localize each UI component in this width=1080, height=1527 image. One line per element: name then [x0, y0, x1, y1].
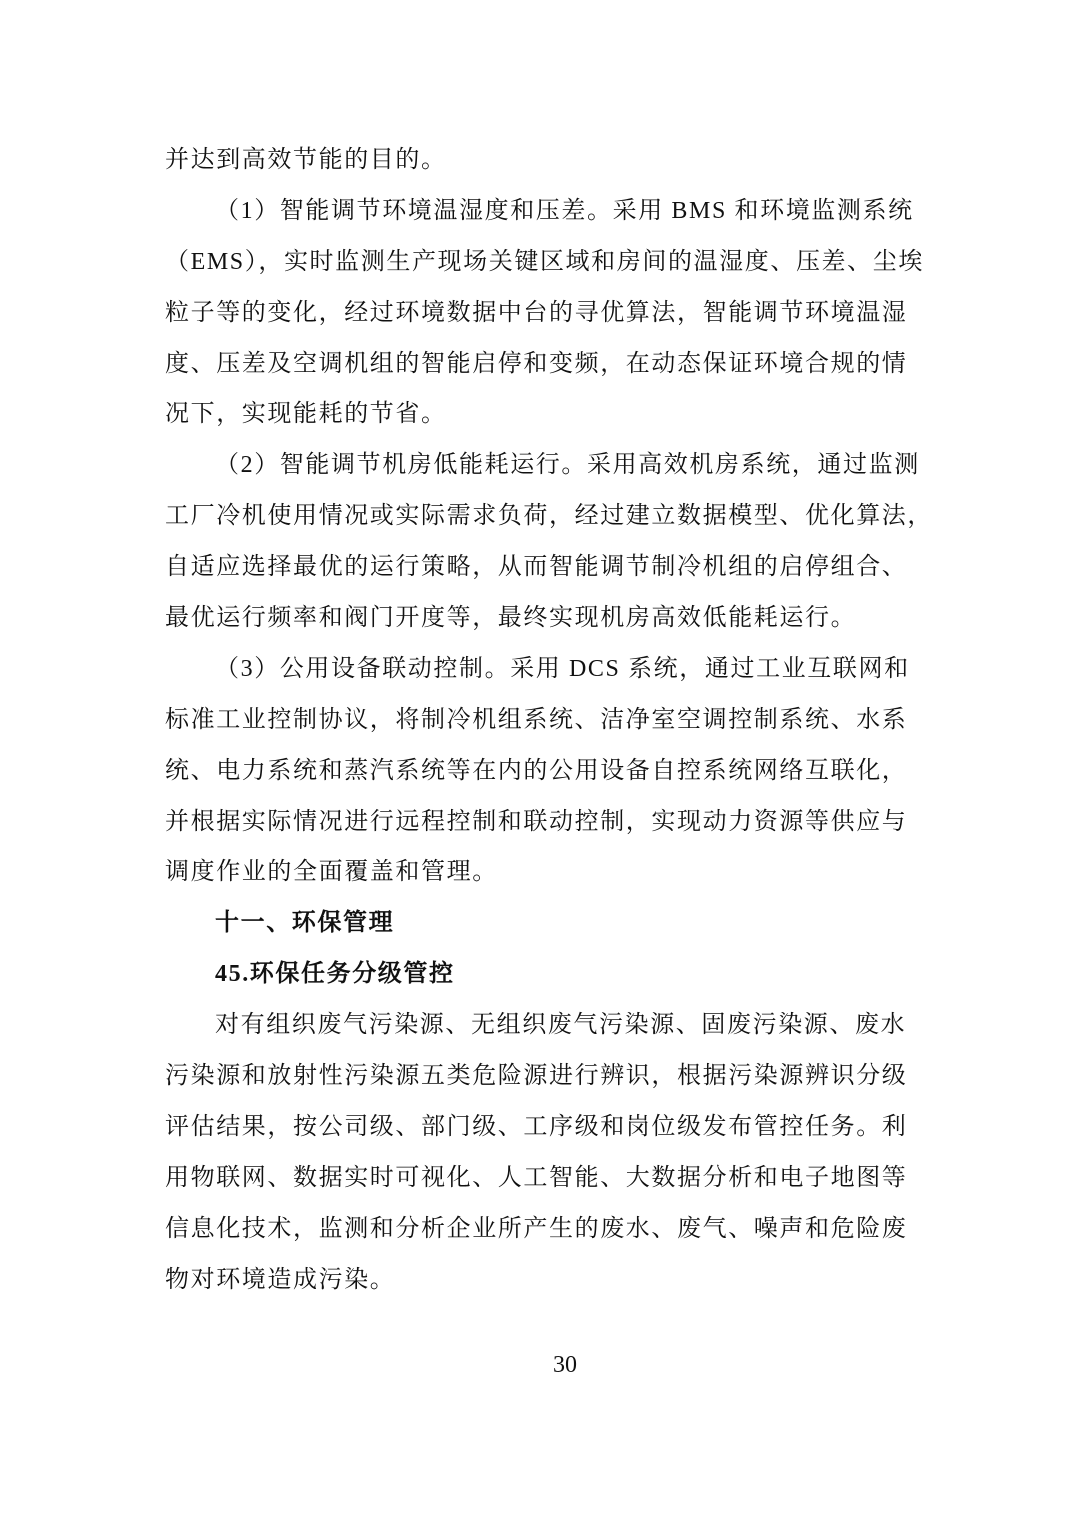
paragraph-line: （EMS），实时监测生产现场关键区域和房间的温湿度、压差、尘埃	[165, 248, 924, 275]
list-item-2-title: （2）智能调节机房低能耗运行。采用高效机房系统，通过监测	[215, 452, 920, 479]
page-number: 30	[553, 1352, 577, 1378]
list-item-3-title: （3）公用设备联动控制。采用 DCS 系统，通过工业互联网和	[215, 655, 910, 682]
paragraph-line: 粒子等的变化，经过环境数据中台的寻优算法，智能调节环境温湿	[165, 299, 908, 326]
paragraph-line: 污染源和放射性污染源五类危险源进行辨识，根据污染源辨识分级	[165, 1063, 908, 1090]
paragraph-line: 度、压差及空调机组的智能启停和变频，在动态保证环境合规的情	[165, 350, 908, 377]
paragraph-line: 调度作业的全面覆盖和管理。	[165, 859, 498, 886]
list-item-1-title: （1）智能调节环境温湿度和压差。采用 BMS 和环境监测系统	[215, 197, 914, 224]
paragraph-line: 标准工业控制协议，将制冷机组系统、洁净室空调控制系统、水系	[165, 706, 908, 733]
paragraph-line: 自适应选择最优的运行策略，从而智能调节制冷机组的启停组合、	[165, 554, 908, 581]
paragraph-line: 并根据实际情况进行远程控制和联动控制，实现动力资源等供应与	[165, 808, 908, 835]
paragraph-line: 用物联网、数据实时可视化、人工智能、大数据分析和电子地图等	[165, 1164, 908, 1191]
paragraph-line: 信息化技术，监测和分析企业所产生的废水、废气、噪声和危险废	[165, 1215, 908, 1242]
paragraph-line: 最优运行频率和阀门开度等，最终实现机房高效低能耗运行。	[165, 605, 857, 632]
paragraph-line: 对有组织废气污染源、无组织废气污染源、固废污染源、废水	[215, 1012, 907, 1039]
paragraph-line: 工厂冷机使用情况或实际需求负荷，经过建立数据模型、优化算法，	[165, 503, 933, 530]
paragraph-line: 物对环境造成污染。	[165, 1266, 396, 1293]
subsection-heading: 45.环保任务分级管控	[215, 961, 455, 988]
paragraph-line: 统、电力系统和蒸汽系统等在内的公用设备自控系统网络互联化，	[165, 757, 908, 784]
paragraph-line: 评估结果，按公司级、部门级、工序级和岗位级发布管控任务。利	[165, 1113, 908, 1140]
paragraph-line: 并达到高效节能的目的。	[165, 147, 447, 173]
paragraph-line: 况下，实现能耗的节省。	[165, 401, 447, 428]
document-body	[165, 135, 933, 1305]
section-heading: 十一、环保管理	[215, 909, 395, 937]
